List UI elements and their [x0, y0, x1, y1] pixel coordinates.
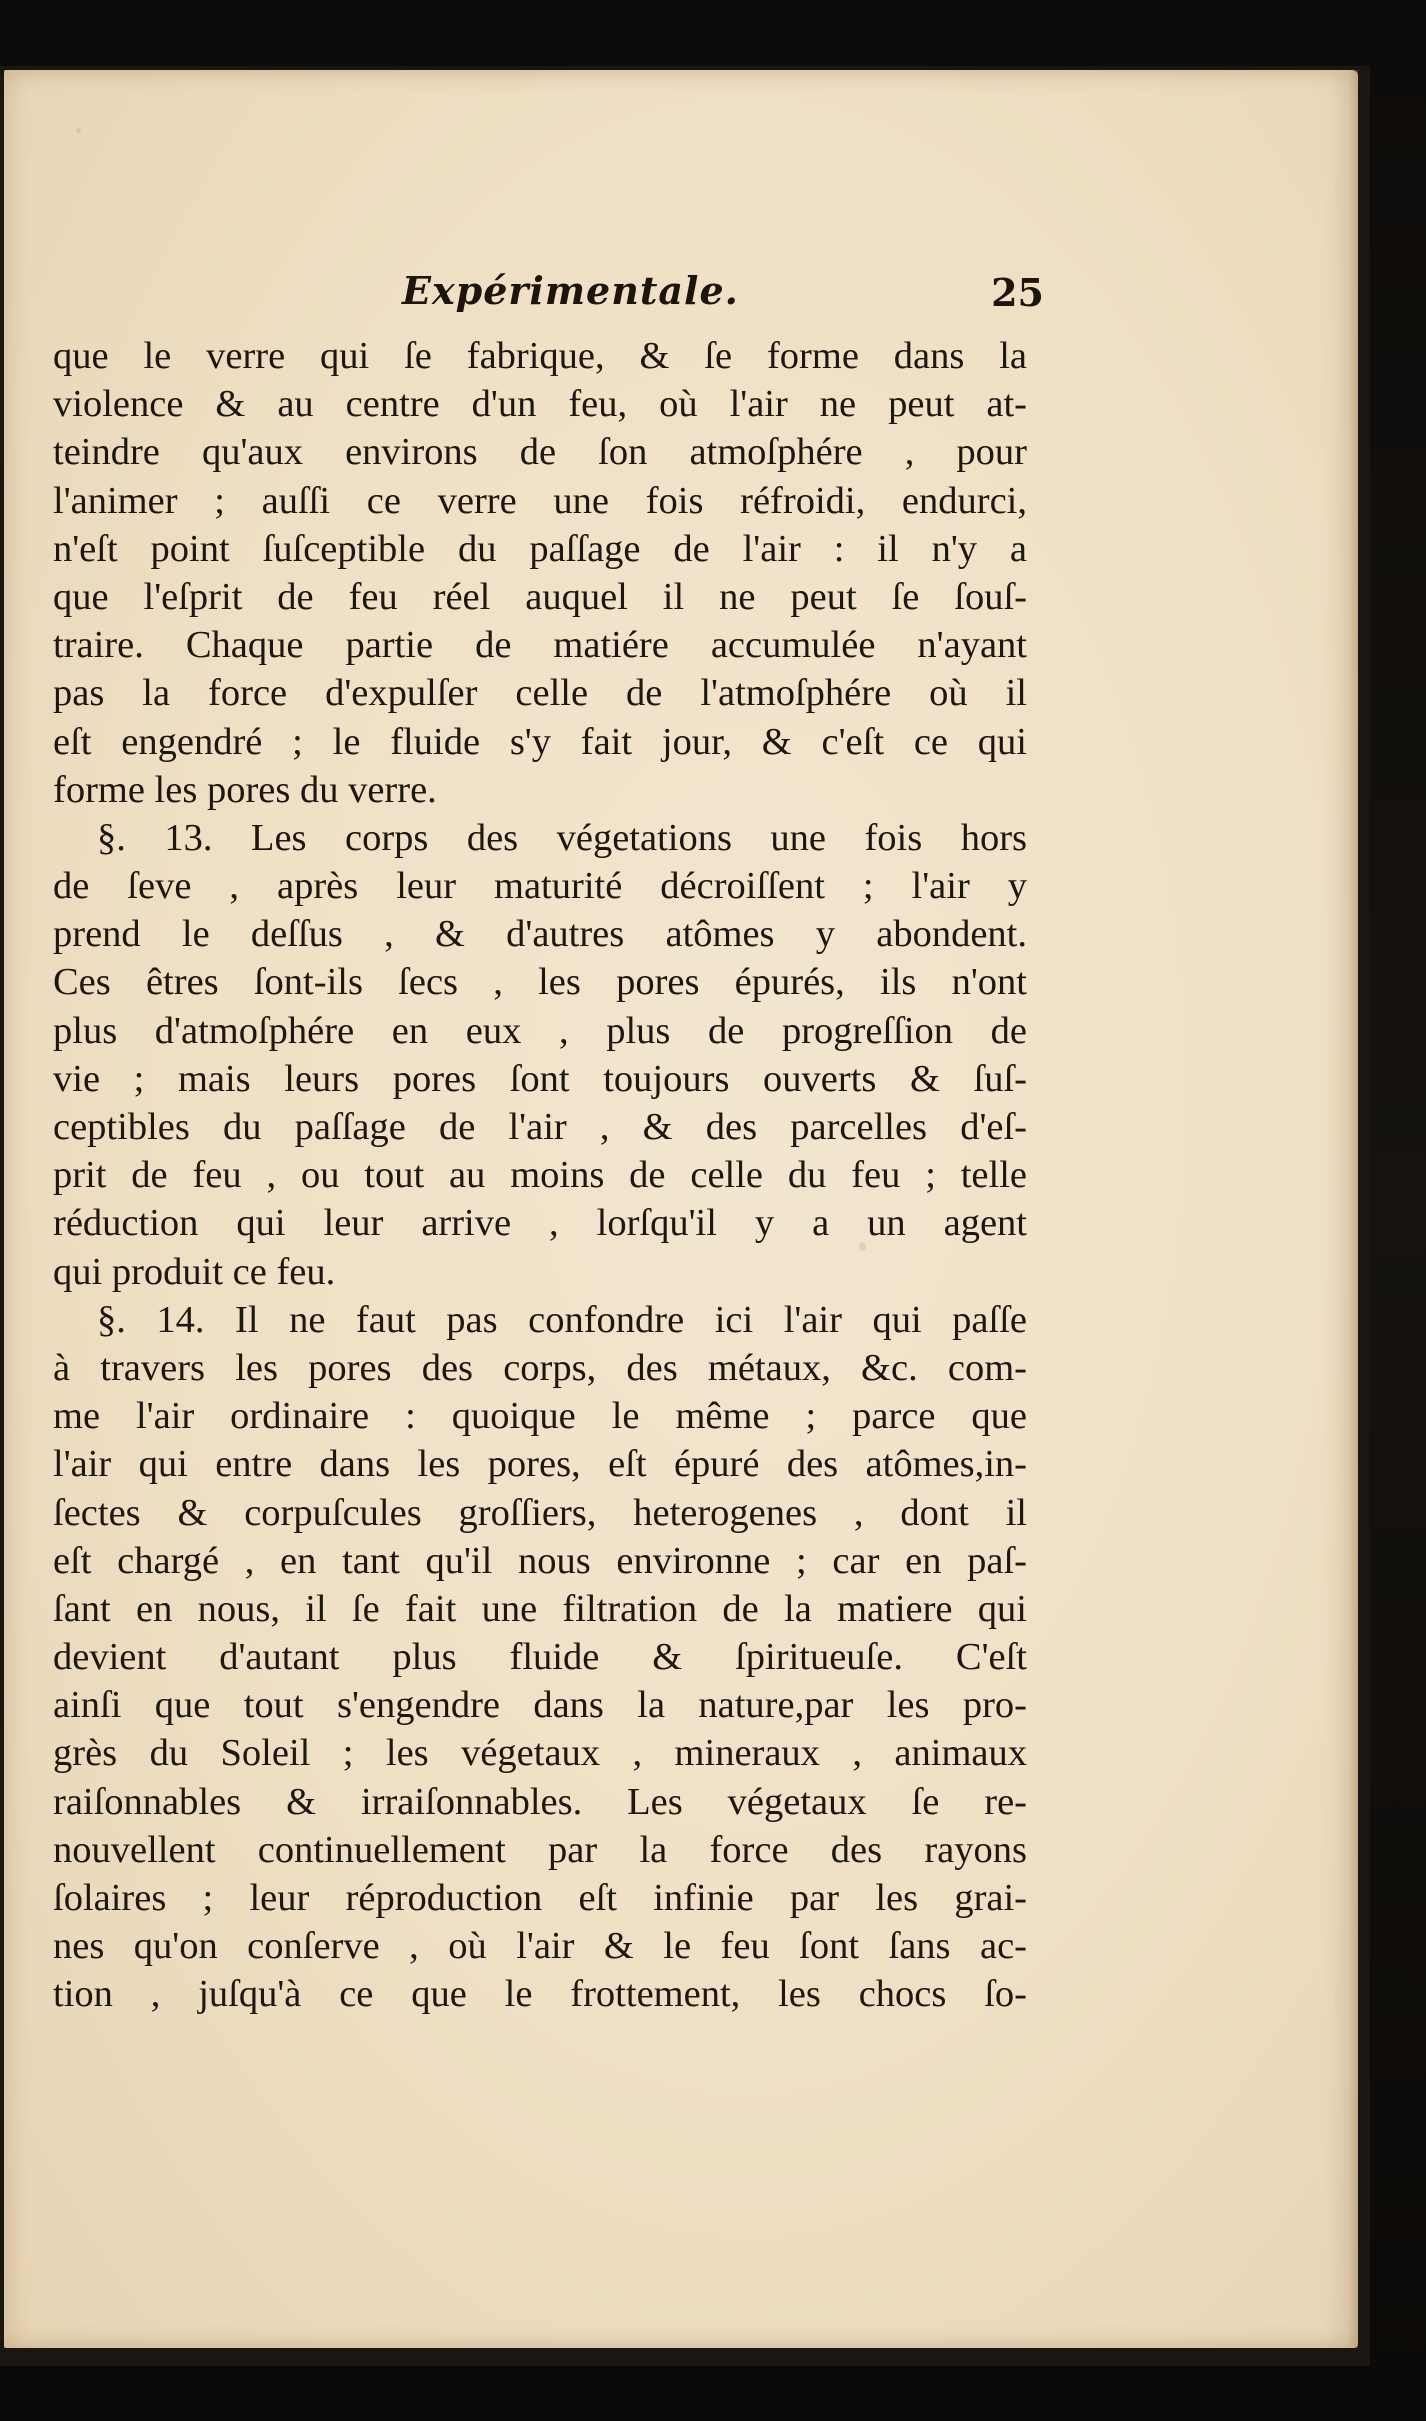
text-line: vie ; mais leurs pores ſont toujours ouverts & ſuſ-	[53, 1057, 1027, 1100]
page-number: 25	[991, 270, 1044, 315]
text-line: ſectes & corpuſcules groſſiers, heterogenes , dont il	[53, 1491, 1027, 1534]
paragraph-end-line: qui produit ce feu.	[53, 1250, 336, 1293]
text-line: prit de feu , ou tout au moins de celle du feu ; telle	[53, 1154, 1027, 1197]
section-13-start-line: §. 13. Les corps des végetations une fois hors	[97, 816, 1027, 859]
text-line: ceptibles du paſſage de l'air , & des parcelles d'eſ-	[53, 1106, 1027, 1148]
text-line: plus d'atmoſphére en eux , plus de progreſſion de	[53, 1009, 1027, 1052]
text-line: réduction qui leur arrive , lorſqu'il y a un agent	[53, 1202, 1027, 1245]
text-line: de ſeve , après leur maturité décroiſſent ; l'air y	[53, 865, 1027, 908]
running-head	[402, 268, 1044, 338]
text-line: eſt chargé , en tant qu'il nous environne ; car en paſ-	[53, 1539, 1027, 1582]
text-line: nouvellent continuellement par la force des rayons	[53, 1828, 1027, 1871]
text-line: teindre qu'aux environs de ſon atmoſphére , pour	[53, 431, 1027, 474]
text-line: à travers les pores des corps, des métaux, &c. com-	[53, 1346, 1027, 1389]
text-line: que le verre qui ſe fabrique, & ſe forme dans la	[53, 335, 1027, 377]
text-line: ſant en nous, il ſe fait une filtration de la matiere qui	[53, 1587, 1027, 1630]
text-line: tion , juſqu'à ce que le frottement, les chocs ſo-	[53, 1973, 1027, 2016]
text-line: devient d'autant plus fluide & ſpiritueuſe. C'eſt	[53, 1636, 1027, 1679]
text-line: me l'air ordinaire : quoique le même ; parce que	[53, 1395, 1027, 1438]
section-14-start-line: §. 14. Il ne faut pas confondre ici l'air qui paſſe	[97, 1298, 1027, 1341]
text-line: ſolaires ; leur réproduction eſt infinie par les grai-	[53, 1877, 1027, 1919]
text-line: n'eſt point ſuſceptible du paſſage de l'air : il n'y a	[53, 527, 1027, 570]
text-line: nes qu'on conſerve , où l'air & le feu ſont ſans ac-	[53, 1925, 1027, 1968]
text-line: violence & au centre d'un feu, où l'air ne peut at-	[53, 383, 1027, 426]
running-title: Expérimentale.	[402, 268, 739, 313]
text-line: l'air qui entre dans les pores, eſt épuré des atômes,in-	[53, 1443, 1027, 1486]
text-line: eſt engendré ; le fluide s'y fait jour, & c'eſt ce qui	[53, 720, 1027, 763]
text-line: pas la force d'expulſer celle de l'atmoſphére où il	[53, 672, 1027, 715]
text-line: raiſonnables & irraiſonnables. Les végetaux ſe re-	[53, 1780, 1027, 1823]
text-line: prend le deſſus , & d'autres atômes y abondent.	[53, 913, 1027, 956]
text-line: traire. Chaque partie de matiére accumulée n'ayant	[53, 624, 1027, 667]
text-line: grès du Soleil ; les végetaux , mineraux , animaux	[53, 1732, 1027, 1775]
text-line: que l'eſprit de feu réel auquel il ne peut ſe ſouſ-	[53, 575, 1027, 618]
paragraph-end-line: forme les pores du verre.	[53, 768, 437, 811]
foxing-spot	[76, 128, 81, 133]
page-edge	[1348, 70, 1358, 2348]
text-line: Ces êtres ſont-ils ſecs , les pores épurés, ils n'ont	[53, 961, 1027, 1004]
body-text	[53, 332, 1027, 2019]
text-line: ainſi que tout s'engendre dans la nature,par les pro-	[53, 1684, 1027, 1727]
text-line: l'animer ; auſſi ce verre une fois réfroidi, endurci,	[53, 479, 1027, 522]
